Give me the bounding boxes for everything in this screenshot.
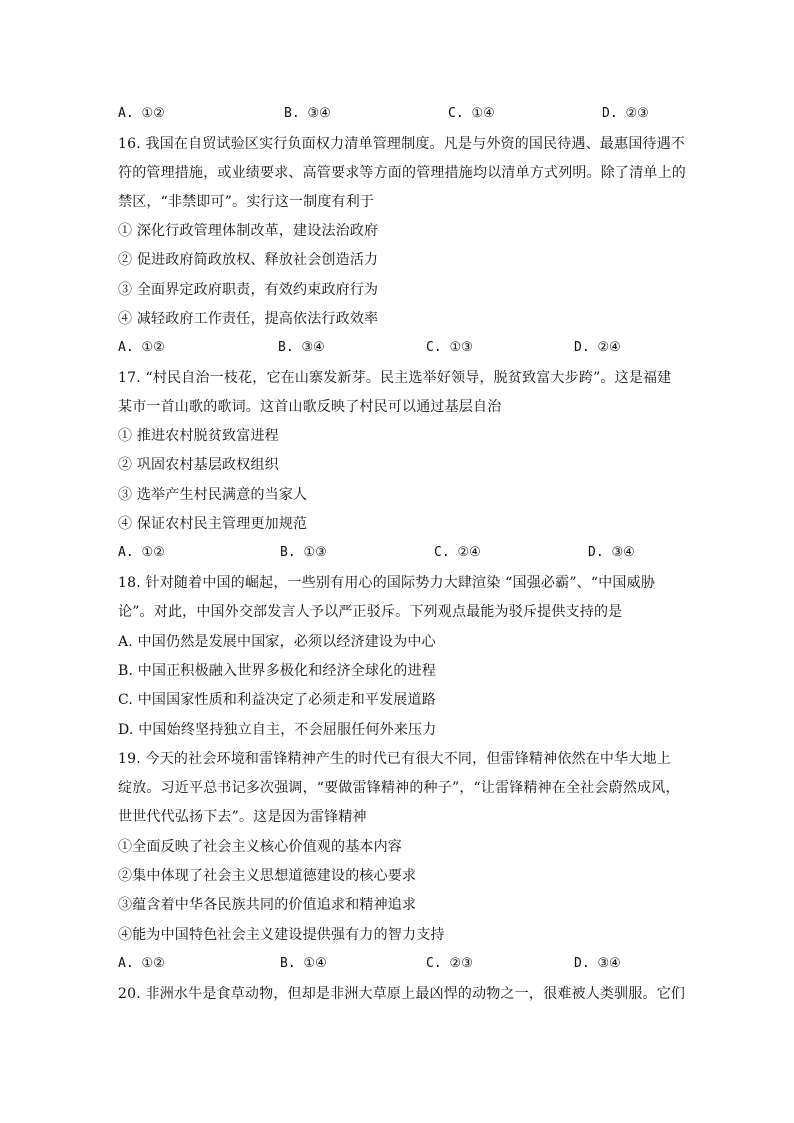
q18-stem-line-2: 论”。对此，中国外交部发言人予以严正驳斥。下列观点最能为驳斥提供支持的是 (118, 604, 623, 620)
choice-b: B. ①③ (280, 545, 327, 560)
choice-d: D. ②④ (574, 340, 621, 355)
answer-choices-q19 (118, 954, 678, 974)
choice-a: A. ①② (118, 106, 165, 121)
choice-c: C. ①④ (448, 106, 495, 121)
answer-choices-q17 (118, 543, 678, 563)
choice-c: C. ①③ (426, 340, 473, 355)
answer-choices-q16 (118, 338, 678, 358)
q16-stem-line-1: 16. 我国在自贸试验区实行负面权力清单管理制度。凡是与外资的国民待遇、最惠国待遇不 (118, 136, 686, 152)
choice-c: C. ②④ (434, 545, 481, 560)
q16-option-1: ① 深化行政管理体制改革，建设法治政府 (118, 223, 379, 239)
q16-option-4: ④ 减轻政府工作责任，提高依法行政效率 (118, 311, 379, 327)
q16-stem-line-3: 禁区，“非禁即可”。实行这一制度有利于 (118, 194, 375, 210)
choice-d: D. ②③ (602, 106, 649, 121)
choice-a: A. ①② (118, 956, 165, 971)
q18-option-a: A. 中国仍然是发展中国家，必须以经济建设为中心 (118, 634, 436, 650)
answer-choices-q15 (118, 104, 678, 124)
q19-option-2: ②集中体现了社会主义思想道德建设的核心要求 (118, 868, 417, 884)
choice-d: D. ③④ (574, 956, 621, 971)
choice-a: A. ①② (118, 545, 165, 560)
q16-option-2: ② 促进政府简政放权、释放社会创造活力 (118, 252, 379, 268)
q18-option-b: B. 中国正积极融入世界多极化和经济全球化的进程 (118, 663, 436, 679)
q19-stem-line-3: 世世代代弘扬下去”。这是因为雷锋精神 (118, 809, 367, 825)
q18-stem-line-1: 18. 针对随着中国的崛起，一些别有用心的国际势力大肆渲染 “国强必霸”、“中国威胁 (118, 575, 656, 591)
q16-option-3: ③ 全面界定政府职责，有效约束政府行为 (118, 282, 379, 298)
choice-b: B. ①④ (280, 956, 327, 971)
q18-option-c: C. 中国国家性质和利益决定了必须走和平发展道路 (118, 692, 436, 708)
choice-c: C. ②③ (426, 956, 473, 971)
q19-option-3: ③蕴含着中华各民族共同的价值追求和精神追求 (118, 897, 417, 913)
q20-stem-line-1: 20. 非洲水牛是食草动物，但却是非洲大草原上最凶悍的动物之一，很难被人类驯服。它们 (118, 986, 686, 1002)
q17-stem-line-2: 某市一首山歌的歌词。这首山歌反映了村民可以通过基层自治 (118, 399, 502, 415)
choice-b: B. ③④ (284, 106, 331, 121)
choice-b: B. ③④ (278, 340, 325, 355)
choice-a: A. ①② (118, 340, 165, 355)
q17-option-4: ④ 保证农村民主管理更加规范 (118, 516, 308, 532)
q16-stem-line-2: 符的管理措施，或业绩要求、高管要求等方面的管理措施均以清单方式列明。除了清单上的 (118, 165, 686, 181)
q19-option-4: ④能为中国特色社会主义建设提供强有力的智力支持 (118, 927, 445, 943)
q17-option-1: ① 推进农村脱贫致富进程 (118, 428, 279, 444)
q18-option-d: D. 中国始终坚持独立自主，不会屈服任何外来压力 (118, 722, 437, 738)
q17-option-2: ② 巩固农村基层政权组织 (118, 457, 279, 473)
q19-stem-line-2: 绽放。习近平总书记多次强调，“要做雷锋精神的种子”，“让雷锋精神在全社会蔚然成风， (118, 780, 680, 796)
q19-stem-line-1: 19. 今天的社会环境和雷锋精神产生的时代已有很大不同，但雷锋精神依然在中华大地上 (118, 751, 671, 767)
choice-d: D. ③④ (588, 545, 635, 560)
q17-stem-line-1: 17. “村民自治一枝花，它在山寨发新芽。民主选举好领导，脱贫致富大步跨”。这是福建 (118, 370, 672, 386)
q19-option-1: ①全面反映了社会主义核心价值观的基本内容 (118, 839, 402, 855)
q17-option-3: ③ 选举产生村民满意的当家人 (118, 487, 308, 503)
